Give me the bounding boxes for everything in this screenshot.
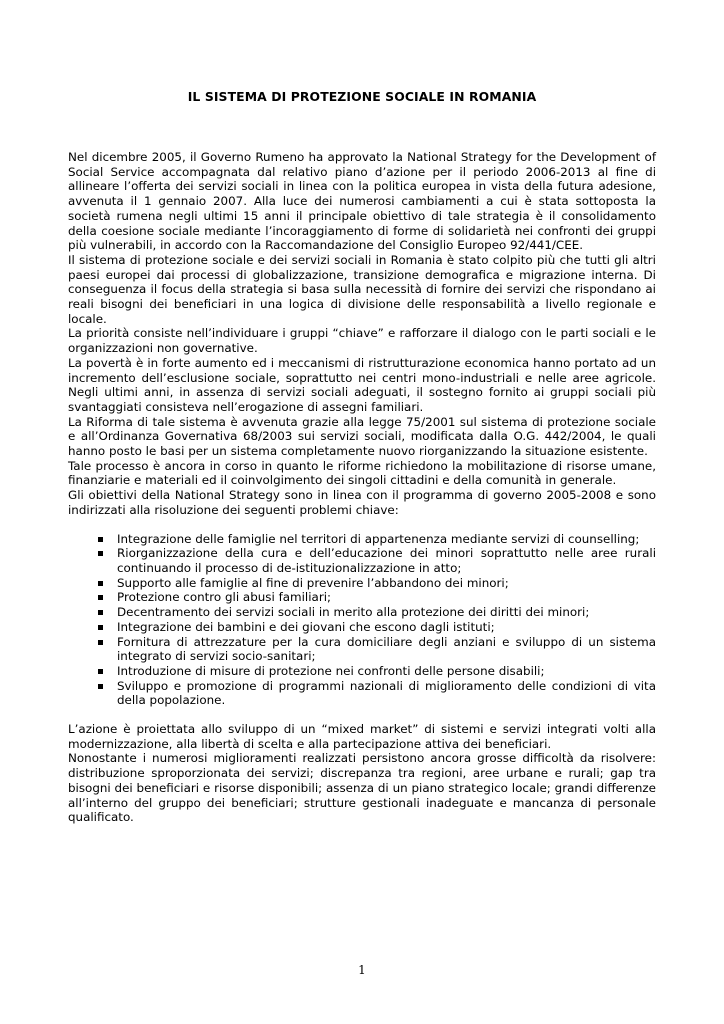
- list-item: [68, 546, 656, 575]
- paragraph: Il sistema di protezione sociale e dei servizi sociali in Romania è stato colpito più che tutti gli altri paesi europei dai processi di globalizzazione, transizione demografica e migrazione interna. Di conseguenza il focus della strategia si basa sulla necessità di fornire dei servizi che rispondano ai reali bisogni dei beneficiari in una logica di divisione delle responsabilità a livello regionale e locale.: [68, 252, 656, 326]
- list-item-text: Introduzione di misure di protezione nei confronti delle persone disabili;: [117, 663, 545, 678]
- paragraph: L’azione è proiettata allo sviluppo di un “mixed market” di sistemi e servizi integrati volti alla modernizzazione, alla libertà di scelta e alla partecipazione attiva dei beneficiari.: [68, 722, 656, 751]
- page-number: 1: [358, 963, 366, 977]
- square-bullet-icon: [98, 610, 103, 615]
- list-item-text: Sviluppo e promozione di programmi nazionali di miglioramento delle condizioni di vita della popolazione.: [117, 678, 656, 708]
- paragraph: La povertà è in forte aumento ed i meccanismi di ristrutturazione economica hanno portato ad un incremento dell’esclusione sociale, soprattutto nei centri mono-industriali e nelle aree agricole. Negli ultimi anni, in assenza di servizi sociali adeguati, il sostegno fornito ai gruppi sociali più svantaggiati consisteva nell’erogazione di assegni familiari.: [68, 355, 656, 414]
- paragraph: Tale processo è ancora in corso in quanto le riforme richiedono la mobilitazione di risorse umane, finanziarie e materiali ed il coinvolgimento dei singoli cittadini e della comunità in generale.: [68, 458, 656, 488]
- square-bullet-icon: [98, 684, 103, 689]
- list-item-text: Decentramento dei servizi sociali in merito alla protezione dei diritti dei minori;: [117, 605, 590, 620]
- list-item-text: Integrazione dei bambini e dei giovani che escono dagli istituti;: [117, 619, 495, 634]
- paragraph: La Riforma di tale sistema è avvenuta grazie alla legge 75/2001 sul sistema di protezione sociale e all’Ordinanza Governativa 68/2003 sui servizi sociali, modificata dalla O.G. 442/2004, le quali hanno posto le basi per un sistema completamente nuovo riorganizzando la situazione esistente.: [68, 414, 656, 459]
- paragraph: Nonostante i numerosi miglioramenti realizzati persistono ancora grosse difficoltà da risolvere: distribuzione sproporzionata dei servizi; discrepanza tra regioni, aree urbane e rurali; gap tra bisogni dei beneficiari e risorse disponibili; assenza di un piano strategico locale; grandi differenze all’interno del gruppo dei beneficiari; strutture gestionali inadeguate e mancanza di personale qualificato.: [68, 751, 656, 825]
- list-item-text: Protezione contro gli abusi familiari;: [117, 590, 332, 605]
- list-item-text: Supporto alle famiglie al fine di prevenire l’abbandono dei minori;: [117, 575, 509, 590]
- paragraph: La priorità consiste nell’individuare i gruppi “chiave” e rafforzare il dialogo con le parti sociali e le organizzazioni non governative.: [68, 326, 656, 356]
- list-item: [68, 605, 656, 620]
- list-item: [68, 620, 656, 635]
- list-item: [68, 576, 656, 591]
- list-item-text: Riorganizzazione della cura e dell’educazione dei minori soprattutto nelle aree rurali continuando il processo di de-istituzionalizzazione in atto;: [117, 546, 656, 575]
- list-item-text: Fornitura di attrezzature per la cura domiciliare degli anziani e sviluppo di un sistema integrato di servizi socio-sanitari;: [117, 634, 656, 664]
- square-bullet-icon: [98, 595, 103, 600]
- square-bullet-icon: [98, 551, 103, 556]
- document-title: IL SISTEMA DI PROTEZIONE SOCIALE IN ROMANIA: [187, 89, 537, 104]
- square-bullet-icon: [98, 669, 103, 674]
- document-body: [68, 150, 656, 825]
- list-item: [68, 664, 656, 679]
- list-item: [68, 590, 656, 605]
- square-bullet-icon: [98, 581, 103, 586]
- list-item: [68, 635, 656, 664]
- list-item-text: Integrazione delle famiglie nel territori di appartenenza mediante servizi di counselling;: [117, 531, 640, 546]
- list-item: [68, 679, 656, 708]
- paragraph: Nel dicembre 2005, il Governo Rumeno ha approvato la National Strategy for the Development of Social Service accompagnata dal relativo piano d’azione per il periodo 2006-2013 al fine di allineare l’offerta dei servizi sociali in linea con la politica europea in vista della futura adesione, avvenuta il 1 gennaio 2007. Alla luce dei numerosi cambiamenti a cui è stata sottoposta la società rumena negli ultimi 15 anni il principale obiettivo di tale strategia è il consolidamento della coesione sociale mediante l’incoraggiamento di forme di solidarietà nei confronti dei gruppi più vulnerabili, in accordo con la Raccomandazione del Consiglio Europeo 92/441/CEE.: [68, 150, 656, 253]
- square-bullet-icon: [98, 640, 103, 645]
- square-bullet-icon: [98, 625, 103, 630]
- paragraph: Gli obiettivi della National Strategy sono in linea con il programma di governo 2005-2008 e sono indirizzati alla risoluzione dei seguenti problemi chiave:: [68, 488, 656, 517]
- list-item: [68, 532, 656, 547]
- square-bullet-icon: [98, 537, 103, 542]
- key-problems-list: [68, 532, 656, 708]
